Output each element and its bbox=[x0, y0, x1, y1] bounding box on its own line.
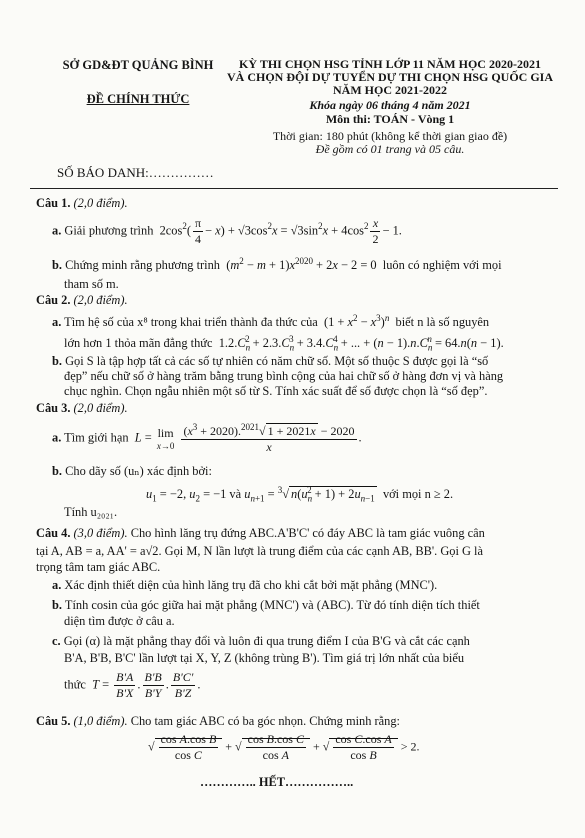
q2a-line2: lớn hơn 1 thỏa mãn đẳng thức $1.2.C_n^2 + 2.3.C_n^3 + 3.4.C_n^4$ + ... + $(n - 1).n.C_n^n = 64.n(n - 1)$. bbox=[64, 334, 504, 353]
q2a-line1: a. Tìm hệ số của x⁸ trong khai triển thành đa thức của $(1 + x^2 - x^3)^n$ biết n là số nguyên bbox=[52, 313, 490, 330]
q4-intro-line2: tại A, AB = a, AA' = a√2. Gọi M, N lần lượt là trung điểm của các cạnh AB, BB'. Gọi G là bbox=[36, 544, 483, 558]
exam-time: Thời gian: 180 phút (không kể thời gian giao đề) bbox=[272, 129, 508, 143]
q4c-expression: thức T = $\frac{B'A}{B'X}$ . $\frac{B'B}{B'Y}$ . $\frac{B'C'}{B'Z}$ . bbox=[64, 670, 201, 700]
q4c-line2: B'A, B'B, B'C' lần lượt tại X, Y, Z (không trùng B'). Tìm giá trị lớn nhất của biểu bbox=[64, 651, 465, 665]
q3b-line3: Tính u₂₀₂₁. bbox=[64, 505, 118, 519]
q4a: a. Xác định thiết diện của hình lăng trụ đã cho khi cắt bởi mặt phẳng (MNC'). bbox=[52, 578, 438, 592]
q4-intro-line1: Câu 4. (3,0 điểm). Cho hình lăng trụ đứng ABC.A'B'C' có đáy ABC là tam giác vuông cân bbox=[36, 526, 485, 540]
q2b-line3: chục nghìn. Chọn ngẫu nhiên một số từ S. Tính xác suất để số được chọn là “số đẹp”. bbox=[64, 384, 488, 398]
q4c-line1: c. Gọi (α) là mặt phẳng thay đổi và luôn đi qua trung điểm I của B'G và cắt các cạnh bbox=[52, 634, 470, 648]
q3a: a. Tìm giới hạn L = lim x→0 $\frac{(x^3 + 2020).^{2021}√ 1 + 2021x - 2020}{x}$ . bbox=[52, 422, 362, 454]
q1a: a. Giải phương trình $2\cos^2$( $\frac{\pi}{4}$ − $x) + √3\cos^2x = √3\sin^2x + 4\cos^2$ $\frac{x}{2}$ − 1. bbox=[52, 216, 402, 246]
q2b-line2: đẹp” nếu chữ số ở hàng trăm bằng trung bình cộng của hai chữ số ở hàng đơn vị và hàng bbox=[64, 369, 504, 383]
q3b-line1: b. Cho dãy số (uₙ) xác định bởi: bbox=[52, 464, 212, 478]
exam-pages: Đề gồm có 01 trang và 05 câu. bbox=[315, 142, 465, 156]
exam-title-line3: NĂM HỌC 2021-2022 bbox=[333, 83, 447, 97]
exam-subject: Môn thi: TOÁN - Vòng 1 bbox=[325, 112, 455, 126]
q1-heading: Câu 1. (2,0 điểm). bbox=[36, 196, 128, 210]
end-marker: ………….. HẾT…………….. bbox=[200, 775, 354, 789]
official-label: ĐỀ CHÍNH THỨC bbox=[86, 92, 190, 106]
q1b-line2: tham số m. bbox=[64, 277, 119, 291]
department-name: SỞ GD&ĐT QUẢNG BÌNH bbox=[62, 58, 214, 72]
q1b-line1: b. Chứng minh rằng phương trình $(m^2 - m + 1)x^{2020} + 2x - 2 = 0$ luôn có nghiệm với mọi bbox=[52, 256, 502, 273]
q4-intro-line3: trọng tâm tam giác ABC. bbox=[36, 560, 161, 574]
header-divider bbox=[30, 188, 558, 189]
q3b-recurrence: $u_1 = -2$, $u_2 = -1$ và $u_{n+1} = ^3√$ $n(u_n^2 + 1) + 2u_{n-1}$ với mọi n ≥ 2. bbox=[146, 485, 454, 504]
q2b-line1: b. Gọi S là tập hợp tất cả các số tự nhiên có năm chữ số. Một số thuộc S được gọi là “số bbox=[52, 354, 489, 368]
q3-heading: Câu 3. (2,0 điểm). bbox=[36, 401, 128, 415]
q4b-line1: b. Tính cosin của góc giữa hai mặt phẳng (MNC') và (ABC). Từ đó tính diện tích thiết bbox=[52, 598, 480, 612]
q2-heading: Câu 2. (2,0 điểm). bbox=[36, 293, 128, 307]
exam-title-line1: KỲ THI CHỌN HSG TỈNH LỚP 11 NĂM HỌC 2020-2021 bbox=[239, 57, 541, 71]
q4b-line2: diện tìm được ở câu a. bbox=[64, 614, 175, 628]
q5-heading: Câu 5. (1,0 điểm). Cho tam giác ABC có ba góc nhọn. Chứng minh rằng: bbox=[36, 714, 400, 728]
candidate-number: SỐ BÁO DANH:…………… bbox=[57, 165, 214, 180]
q5-inequality: √ $\frac{\text{cos A.cos B}}{\text{cos C}}$ + √ $\frac{\text{cos B.cos C}}{\text{cos A}}$ + √ $\frac{\text{cos C.cos A}}{\text{cos B}}$ > 2. bbox=[148, 732, 420, 762]
exam-title-line2: VÀ CHỌN ĐỘI DỰ TUYỂN DỰ THI CHỌN HSG QUỐC GIA bbox=[226, 70, 554, 84]
exam-date: Khóa ngày 06 tháng 4 năm 2021 bbox=[309, 98, 471, 112]
